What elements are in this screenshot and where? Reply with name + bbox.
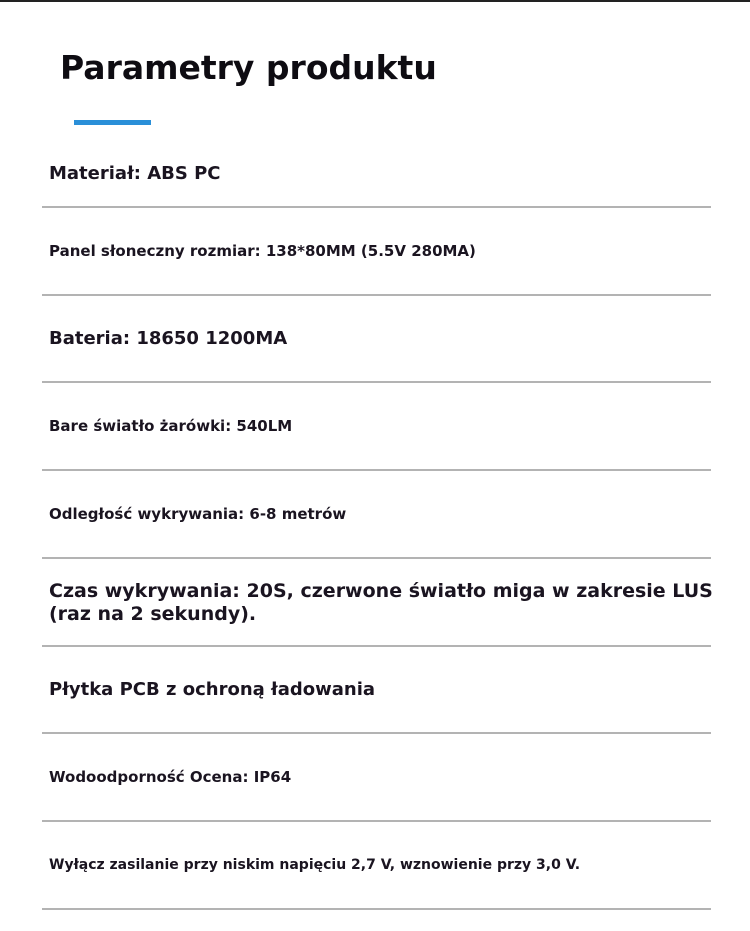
spec-text: Odległość wykrywania: 6-8 metrów [49,505,347,523]
spec-text: Czas wykrywania: 20S, czerwone światło miga w zakresie LUS (raz na 2 sekundy). [49,580,713,625]
top-border [0,0,750,2]
spec-row-material [42,140,711,208]
spec-text: Bateria: 18650 1200MA [49,328,288,349]
spec-row-detection-time [42,559,750,647]
title-accent-bar [74,120,151,125]
spec-row-waterproof [42,734,711,822]
spec-text: Bare światło żarówki: 540LM [49,417,293,435]
spec-row-detection-distance [42,471,711,559]
spec-text: Panel słoneczny rozmiar: 138*80MM (5.5V 280MA) [49,242,476,260]
spec-row-lumens [42,383,711,471]
spec-text: Wodoodporność Ocena: IP64 [49,768,292,786]
spec-text: Wyłącz zasilanie przy niskim napięciu 2,7 V, wznowienie przy 3,0 V. [49,857,581,873]
spec-text: Płytka PCB z ochroną ładowania [49,679,376,700]
spec-text: Materiał: ABS PC [49,162,221,184]
page-title: Parametry produktu [60,48,437,87]
spec-row-battery [42,296,711,383]
spec-row-low-voltage [42,822,711,910]
spec-row-solar-panel [42,208,711,296]
spec-row-pcb [42,647,711,734]
